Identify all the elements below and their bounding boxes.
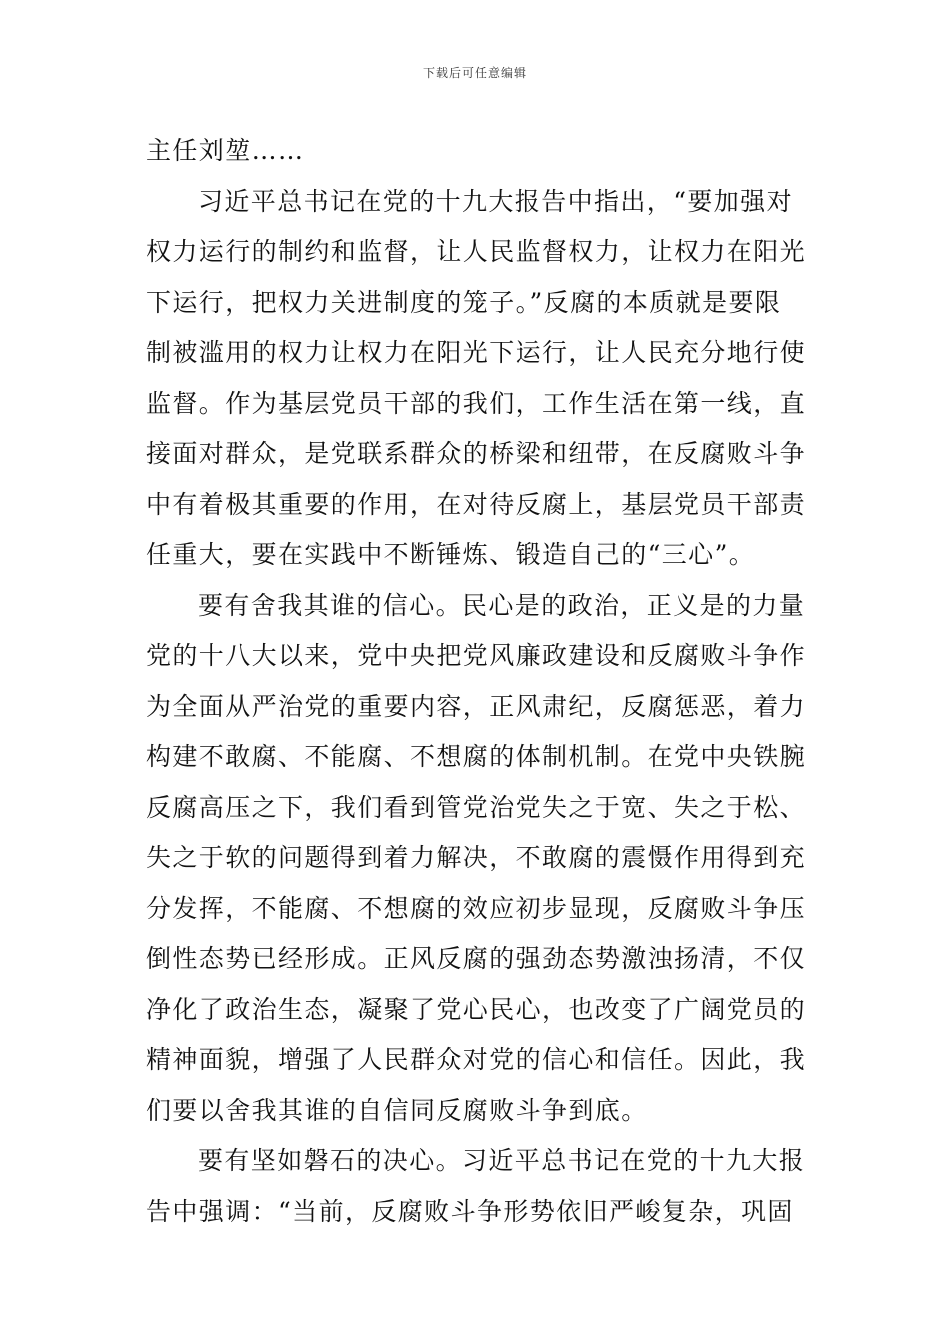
paragraph-first-line: 习近平总书记在党的十九大报告中指出，“要加强对 — [198, 186, 793, 216]
text-line: 反腐高压之下，我们看到管党治党失之于宽、失之于松、 — [146, 792, 807, 822]
text-line: 下运行，把权力关进制度的笼子。”反腐的本质就是要限 — [146, 287, 782, 317]
text-line: 失之于软的问题得到着力解决，不敢腐的震慑作用得到充 — [146, 843, 807, 872]
text-line: 制被滥用的权力让权力在阳光下运行，让人民充分地行使 — [146, 338, 807, 367]
paragraph-first-line: 要有坚如磐石的决心。习近平总书记在党的十九大报 — [198, 1146, 806, 1175]
text-line: 党的十八大以来，党中央把党风廉政建设和反腐败斗争作 — [146, 641, 807, 670]
page-header-note: 下载后可任意编辑 — [422, 66, 527, 80]
text-line: 主任刘堃…… — [146, 136, 305, 165]
paragraph-first-line: 要有舍我其谁的信心。民心是的政治，正义是的力量 — [198, 590, 806, 620]
document-body — [146, 126, 806, 1237]
text-line: 们要以舍我其谁的自信同反腐败斗争到底。 — [146, 1095, 648, 1125]
text-line: 分发挥，不能腐、不想腐的效应初步显现，反腐败斗争压 — [146, 893, 807, 923]
text-line: 为全面从严治党的重要内容，正风肃纪，反腐惩恶，着力 — [146, 691, 807, 721]
text-line: 监督。作为基层党员干部的我们，工作生活在第一线，直 — [146, 388, 807, 418]
text-line: 倒性态势已经形成。正风反腐的强劲态势激浊扬清，不仅 — [146, 944, 807, 973]
text-line: 权力运行的制约和监督，让人民监督权力，让权力在阳光 — [146, 237, 807, 266]
text-line: 净化了政治生态，凝聚了党心民心，也改变了广阔党员的 — [146, 994, 807, 1024]
text-line: 中有着极其重要的作用，在对待反腐上，基层党员干部责 — [146, 489, 807, 519]
text-line: 接面对群众，是党联系群众的桥梁和纽带，在反腐败斗争 — [146, 439, 807, 468]
text-line: 任重大，要在实践中不断锤炼、锻造自己的“三心”。 — [146, 540, 756, 569]
text-line: 告中强调：“当前，反腐败斗争形势依旧严峻复杂，巩固 — [146, 1196, 794, 1226]
text-line: 精神面貌，增强了人民群众对党的信心和信任。因此，我 — [146, 1045, 807, 1074]
text-line: 构建不敢腐、不能腐、不想腐的体制机制。在党中央铁腕 — [146, 742, 807, 771]
